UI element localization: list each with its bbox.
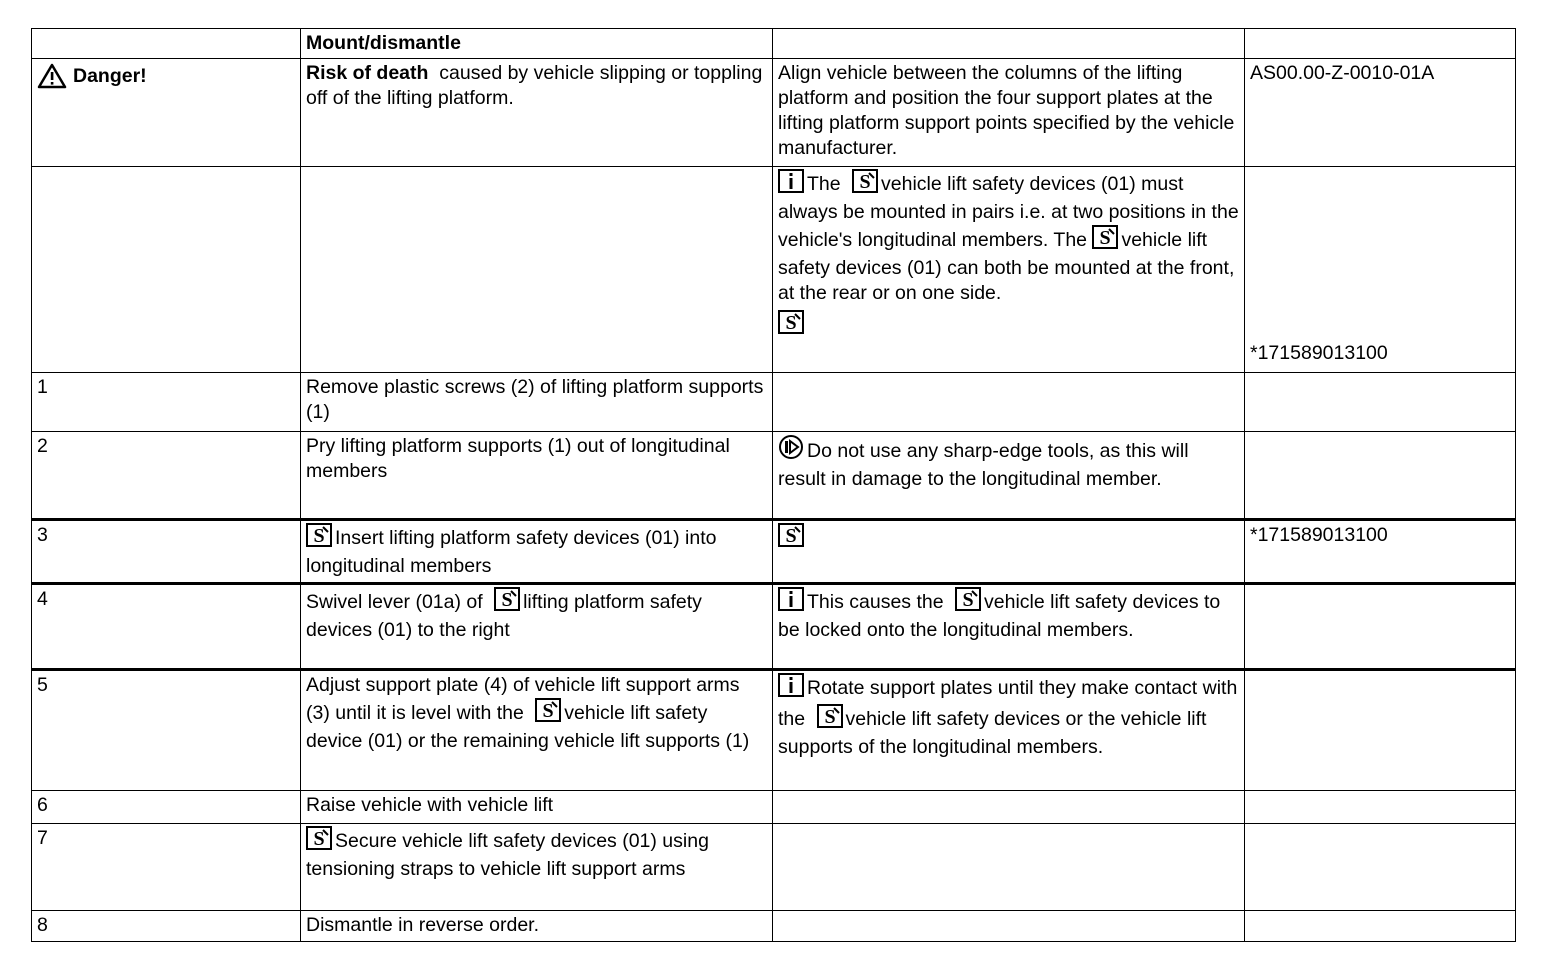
special-tool-icon (306, 523, 332, 554)
step-row (32, 520, 1516, 584)
step-row (32, 824, 1516, 911)
special-tool-icon (778, 310, 804, 341)
svg-text:S: S (859, 171, 871, 193)
procedure-document (31, 28, 1515, 941)
note-cell-empty (32, 167, 301, 373)
note-cell-empty (301, 167, 773, 373)
step-number: 5 (32, 670, 301, 791)
svg-text:S: S (542, 700, 554, 722)
step-number: 4 (32, 584, 301, 670)
step-row (32, 373, 1516, 432)
header-cell-empty (773, 29, 1245, 59)
special-tool-icon (955, 587, 981, 618)
risk-of-death-text: Risk of death (306, 62, 429, 84)
special-tool-icon (494, 587, 520, 618)
step-note (773, 791, 1245, 824)
svg-text:S: S (823, 706, 836, 728)
danger-row (32, 59, 1516, 167)
danger-doc-ref: AS00.00-Z-0010-01A (1245, 59, 1516, 167)
special-tool-icon (535, 698, 561, 729)
step-text: Remove plastic screws (2) of lifting platform supports (1) (301, 373, 773, 432)
step-text: Pry lifting platform supports (1) out of longitudinal members (301, 432, 773, 520)
info-icon (778, 587, 804, 618)
step-number: 1 (32, 373, 301, 432)
step-row (32, 911, 1516, 942)
procedure-table (31, 28, 1516, 942)
note-text-b: vehicle lift safety devices or the vehicle lift supports of the longitudinal members. (778, 708, 1207, 758)
risk-description: caused by vehicle slipping or toppling off of the lifting platform. (306, 62, 763, 109)
step-number: 7 (32, 824, 301, 911)
step-note (773, 584, 1245, 670)
step-note (773, 670, 1245, 791)
special-tool-icon (1092, 225, 1118, 256)
special-tool-icon (306, 826, 332, 857)
info-icon (778, 673, 804, 704)
danger-risk-cell (301, 59, 773, 167)
header-row (32, 29, 1516, 59)
header-title: Mount/dismantle (301, 29, 773, 59)
header-cell-empty (32, 29, 301, 59)
step-part-number: *171589013100 (1245, 520, 1516, 584)
caution-text: Do not use any sharp-edge tools, as this will result in damage to the longitudinal member. (778, 440, 1189, 490)
step-part (1245, 584, 1516, 670)
danger-label: Danger! (73, 64, 147, 87)
step-number: 3 (32, 520, 301, 584)
warning-triangle-icon (37, 63, 67, 89)
header-cell-empty (1245, 29, 1516, 59)
svg-text:S: S (962, 589, 974, 611)
note-text-a: This causes the (807, 591, 944, 613)
note-text-1: The (807, 173, 841, 195)
step-part (1245, 670, 1516, 791)
step-note (773, 911, 1245, 942)
step-number: 8 (32, 911, 301, 942)
note-text-a: Rotate support plates until they make contact with the (778, 677, 1238, 730)
step-text: Insert lifting platform safety devices (01) into longitudinal members (306, 527, 717, 577)
step-text-cell (301, 520, 773, 584)
special-tool-icon (817, 704, 843, 735)
step-part (1245, 791, 1516, 824)
note-cell (773, 167, 1245, 373)
caution-icon (778, 434, 804, 467)
special-tool-icon (852, 169, 878, 200)
step-text: Secure vehicle lift safety devices (01) using tensioning straps to vehicle lift support arms (306, 830, 709, 880)
step-note (773, 520, 1245, 584)
step-part (1245, 911, 1516, 942)
step-text-cell (301, 824, 773, 911)
step-row (32, 791, 1516, 824)
step-part (1245, 373, 1516, 432)
step-row (32, 584, 1516, 670)
step-note (773, 432, 1245, 520)
step-text-b: lifting platform safety devices (01) to the right (306, 591, 702, 641)
step-row (32, 432, 1516, 520)
note-text-b: vehicle lift safety devices to be locked onto the longitudinal members. (778, 591, 1221, 641)
step-note (773, 824, 1245, 911)
svg-text:S: S (1099, 227, 1112, 249)
danger-cell (32, 59, 301, 167)
note-text-2: vehicle lift safety devices (01) must always be mounted in pairs i.e. at two positions in the vehicle's longitudinal members. The (778, 173, 1239, 251)
note-text-3: vehicle lift safety devices (01) can both be mounted at the front, at the rear or on one side. (778, 229, 1235, 304)
special-tool-icon (778, 523, 804, 554)
step-text: Raise vehicle with vehicle lift (301, 791, 773, 824)
step-text-a: Swivel lever (01a) of (306, 591, 483, 613)
info-icon (778, 169, 804, 200)
danger-measure: Align vehicle between the columns of the lifting platform and position the four support plates at the lifting platform support points specified by the vehicle manufacturer. (773, 59, 1245, 167)
step-number: 2 (32, 432, 301, 520)
step-text-cell (301, 584, 773, 670)
step-part (1245, 824, 1516, 911)
step-note (773, 373, 1245, 432)
step-text-a: Adjust support plate (4) of vehicle lift support arms (3) until it is level with the (306, 674, 740, 724)
step-text: Dismantle in reverse order. (301, 911, 773, 942)
step-part (1245, 432, 1516, 520)
svg-text:S: S (785, 525, 797, 547)
part-number: *171589013100 (1250, 342, 1388, 364)
step-number: 6 (32, 791, 301, 824)
svg-text:S: S (313, 525, 325, 547)
svg-text:S: S (501, 589, 513, 611)
note-part-cell (1245, 167, 1516, 373)
note-row (32, 167, 1516, 373)
step-text-cell (301, 670, 773, 791)
svg-text:S: S (313, 828, 325, 850)
step-text-b: vehicle lift safety device (01) or the remaining vehicle lift supports (1) (306, 702, 750, 752)
step-row (32, 670, 1516, 791)
svg-text:S: S (785, 312, 797, 334)
